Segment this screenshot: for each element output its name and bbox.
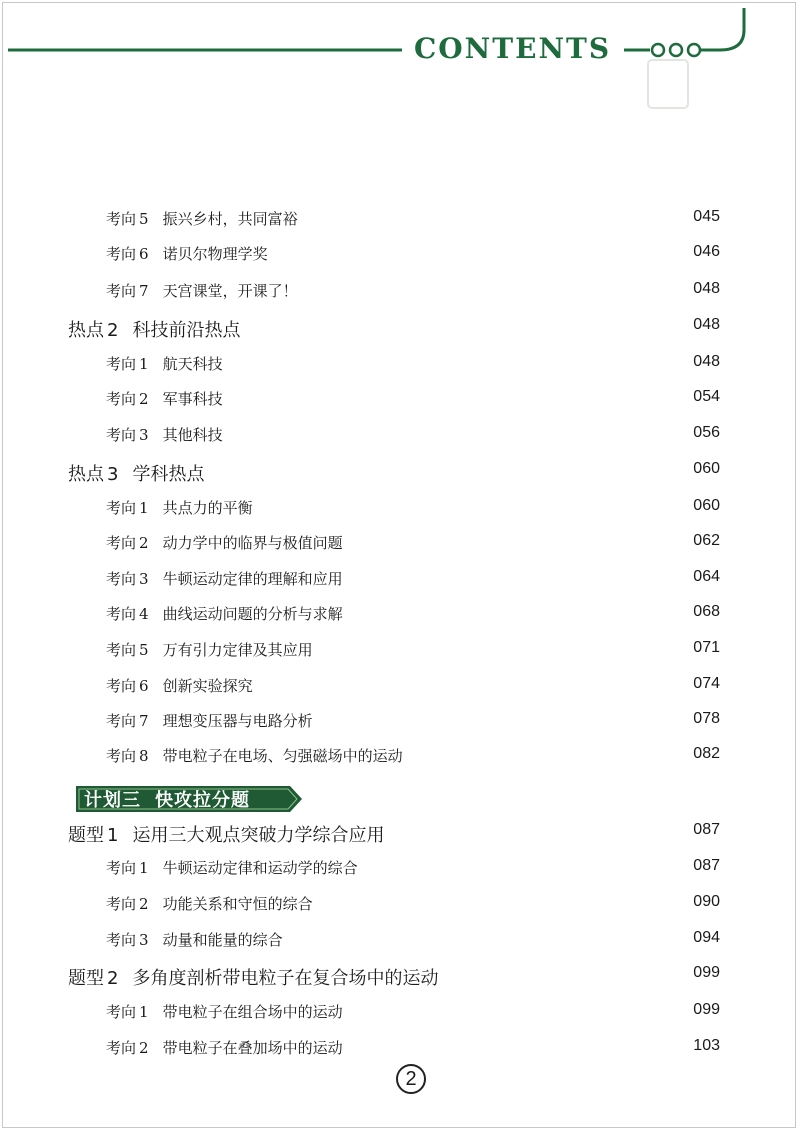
toc-section-row [0,460,800,490]
toc-entry-label [106,603,343,624]
toc-entry-label [106,243,268,264]
toc-entry-prefix: 考向 [106,245,137,263]
toc-entry-label [68,964,438,990]
page-frame [2,2,796,1128]
toc-entry-page: 103 [693,1037,720,1054]
toc-entry-number: 2 [139,895,149,913]
toc-entry-title: 运用三大观点突破力学综合应用 [132,825,385,846]
toc-entry-page: 087 [693,821,720,838]
toc-subsection-row [0,424,800,454]
toc-entry-title: 动力学中的临界与极值问题 [162,534,343,552]
toc-entry-page: 048 [693,280,720,297]
toc-section-row [0,821,800,851]
toc-entry-number: 3 [139,426,149,444]
toc-entry-label [68,316,240,342]
toc-entry-title: 共点力的平衡 [162,499,253,517]
toc-subsection-row [0,532,800,562]
toc-subsection-row [0,280,800,310]
toc-entry-page: 068 [693,603,720,620]
toc-entry-label [106,353,223,374]
toc-entry-page: 094 [693,929,720,946]
toc-entry-page: 062 [693,532,720,549]
toc-entry-label [68,460,204,486]
toc-entry-title: 万有引力定律及其应用 [162,641,313,659]
toc-entry-prefix: 考向 [106,534,137,552]
toc-entry-prefix: 考向 [106,499,137,517]
toc-entry-number: 1 [139,355,149,373]
toc-entry-prefix: 考向 [106,747,137,765]
toc-entry-title: 其他科技 [162,426,223,444]
toc-entry-title: 振兴乡村，共同富裕 [162,210,298,228]
toc-entry-title: 牛顿运动定律和运动学的综合 [162,859,358,877]
toc-entry-number: 2 [139,534,149,552]
toc-subsection-row [0,208,800,238]
toc-subsection-row [0,603,800,633]
toc-entry-label [106,497,253,518]
toc-section-row [0,316,800,346]
toc-subsection-row [0,857,800,887]
toc-entry-label [68,821,384,847]
toc-entry-number: 2 [107,968,119,989]
toc-subsection-row [0,639,800,669]
toc-entry-page: 064 [693,568,720,585]
toc-entry-prefix: 考向 [106,677,137,695]
toc-entry-number: 1 [139,859,149,877]
toc-entry-title: 带电粒子在电场、匀强磁场中的运动 [162,747,403,765]
toc-entry-prefix: 考向 [106,605,137,623]
toc-entry-number: 8 [139,747,149,765]
toc-entry-prefix: 热点 [68,464,104,485]
toc-entry-page: 074 [693,675,720,692]
toc-entry-title: 学科热点 [132,464,205,485]
contents-header [0,0,800,110]
toc-subsection-row [0,1037,800,1067]
toc-entry-prefix: 考向 [106,390,137,408]
toc-entry-title: 天宫课堂，开课了！ [162,282,298,300]
toc-entry-title: 带电粒子在叠加场中的运动 [162,1039,343,1057]
toc-entry-label [106,388,223,409]
toc-subsection-row [0,497,800,527]
page-number-badge: 2 [396,1064,426,1094]
toc-entry-label [106,568,343,589]
toc-entry-prefix: 考向 [106,1003,137,1021]
toc-entry-number: 2 [139,390,149,408]
toc-subsection-row [0,675,800,705]
toc-entry-prefix: 考向 [106,426,137,444]
toc-entry-label [106,675,253,696]
toc-entry-prefix: 考向 [106,355,137,373]
toc-entry-title: 科技前沿热点 [132,320,241,341]
toc-entry-number: 1 [107,825,119,846]
toc-entry-title: 动量和能量的综合 [162,931,283,949]
toc-entry-page: 046 [693,243,720,260]
toc-entry-label [106,929,283,950]
toc-entry-page: 048 [693,353,720,370]
toc-entry-prefix: 考向 [106,641,137,659]
toc-entry-prefix: 考向 [106,282,137,300]
toc-entry-title: 曲线运动问题的分析与求解 [162,605,343,623]
toc-entry-page: 060 [693,497,720,514]
toc-entry-number: 7 [139,282,149,300]
toc-entry-title: 多角度剖析带电粒子在复合场中的运动 [132,968,439,989]
toc-entry-label [106,208,298,229]
toc-entry-number: 2 [139,1039,149,1057]
toc-entry-title: 带电粒子在组合场中的运动 [162,1003,343,1021]
toc-entry-page: 082 [693,745,720,762]
toc-subsection-row [0,243,800,273]
toc-subsection-row [0,710,800,740]
toc-entry-page: 099 [693,964,720,981]
toc-entry-page: 087 [693,857,720,874]
toc-entry-label [106,639,313,660]
plan-banner [76,784,306,814]
plan-title: 快攻拉分题 [155,790,250,811]
toc-subsection-row [0,1001,800,1031]
toc-entry-page: 054 [693,388,720,405]
toc-entry-label [106,1001,343,1022]
toc-entry-label [106,532,343,553]
toc-entry-page: 045 [693,208,720,225]
toc-entry-page: 099 [693,1001,720,1018]
toc-entry-title: 军事科技 [162,390,223,408]
toc-entry-number: 1 [139,499,149,517]
toc-entry-number: 2 [107,320,119,341]
toc-entry-number: 3 [139,931,149,949]
toc-section-row [0,964,800,994]
toc-entry-title: 创新实验探究 [162,677,253,695]
toc-entry-number: 3 [139,570,149,588]
toc-entry-number: 3 [107,464,119,485]
toc-entry-label [106,1037,343,1058]
toc-entry-label [106,710,313,731]
toc-entry-label [106,280,298,301]
toc-entry-label [106,857,358,878]
toc-entry-page: 071 [693,639,720,656]
header-line-decoration [0,0,800,110]
toc-subsection-row [0,929,800,959]
toc-entry-number: 5 [139,210,149,228]
toc-entry-prefix: 考向 [106,859,137,877]
toc-entry-title: 诺贝尔物理学奖 [162,245,268,263]
toc-subsection-row [0,893,800,923]
toc-entry-label [106,893,313,914]
toc-entry-prefix: 考向 [106,210,137,228]
toc-entry-prefix: 考向 [106,1039,137,1057]
toc-entry-title: 航天科技 [162,355,223,373]
toc-entry-prefix: 考向 [106,931,137,949]
plan-label: 计划三 [84,790,141,811]
toc-entry-title: 牛顿运动定律的理解和应用 [162,570,343,588]
contents-title: CONTENTS [414,32,612,65]
toc-subsection-row [0,568,800,598]
toc-subsection-row [0,353,800,383]
toc-entry-number: 6 [139,677,149,695]
toc-subsection-row [0,388,800,418]
plan-banner-text [84,786,250,812]
toc-entry-prefix: 题型 [68,968,104,989]
toc-entry-prefix: 考向 [106,712,137,730]
toc-entry-title: 理想变压器与电路分析 [162,712,313,730]
toc-entry-prefix: 考向 [106,895,137,913]
toc-entry-page: 048 [693,316,720,333]
toc-entry-number: 1 [139,1003,149,1021]
toc-entry-number: 7 [139,712,149,730]
toc-entry-prefix: 题型 [68,825,104,846]
toc-entry-number: 5 [139,641,149,659]
toc-entry-page: 060 [693,460,720,477]
toc-entry-number: 4 [139,605,149,623]
toc-entry-label [106,745,403,766]
toc-entry-page: 090 [693,893,720,910]
toc-entry-page: 056 [693,424,720,441]
toc-entry-prefix: 考向 [106,570,137,588]
toc-entry-page: 078 [693,710,720,727]
toc-entry-prefix: 热点 [68,320,104,341]
toc-entry-number: 6 [139,245,149,263]
toc-entry-title: 功能关系和守恒的综合 [162,895,313,913]
toc-entry-label [106,424,223,445]
toc-subsection-row [0,745,800,775]
